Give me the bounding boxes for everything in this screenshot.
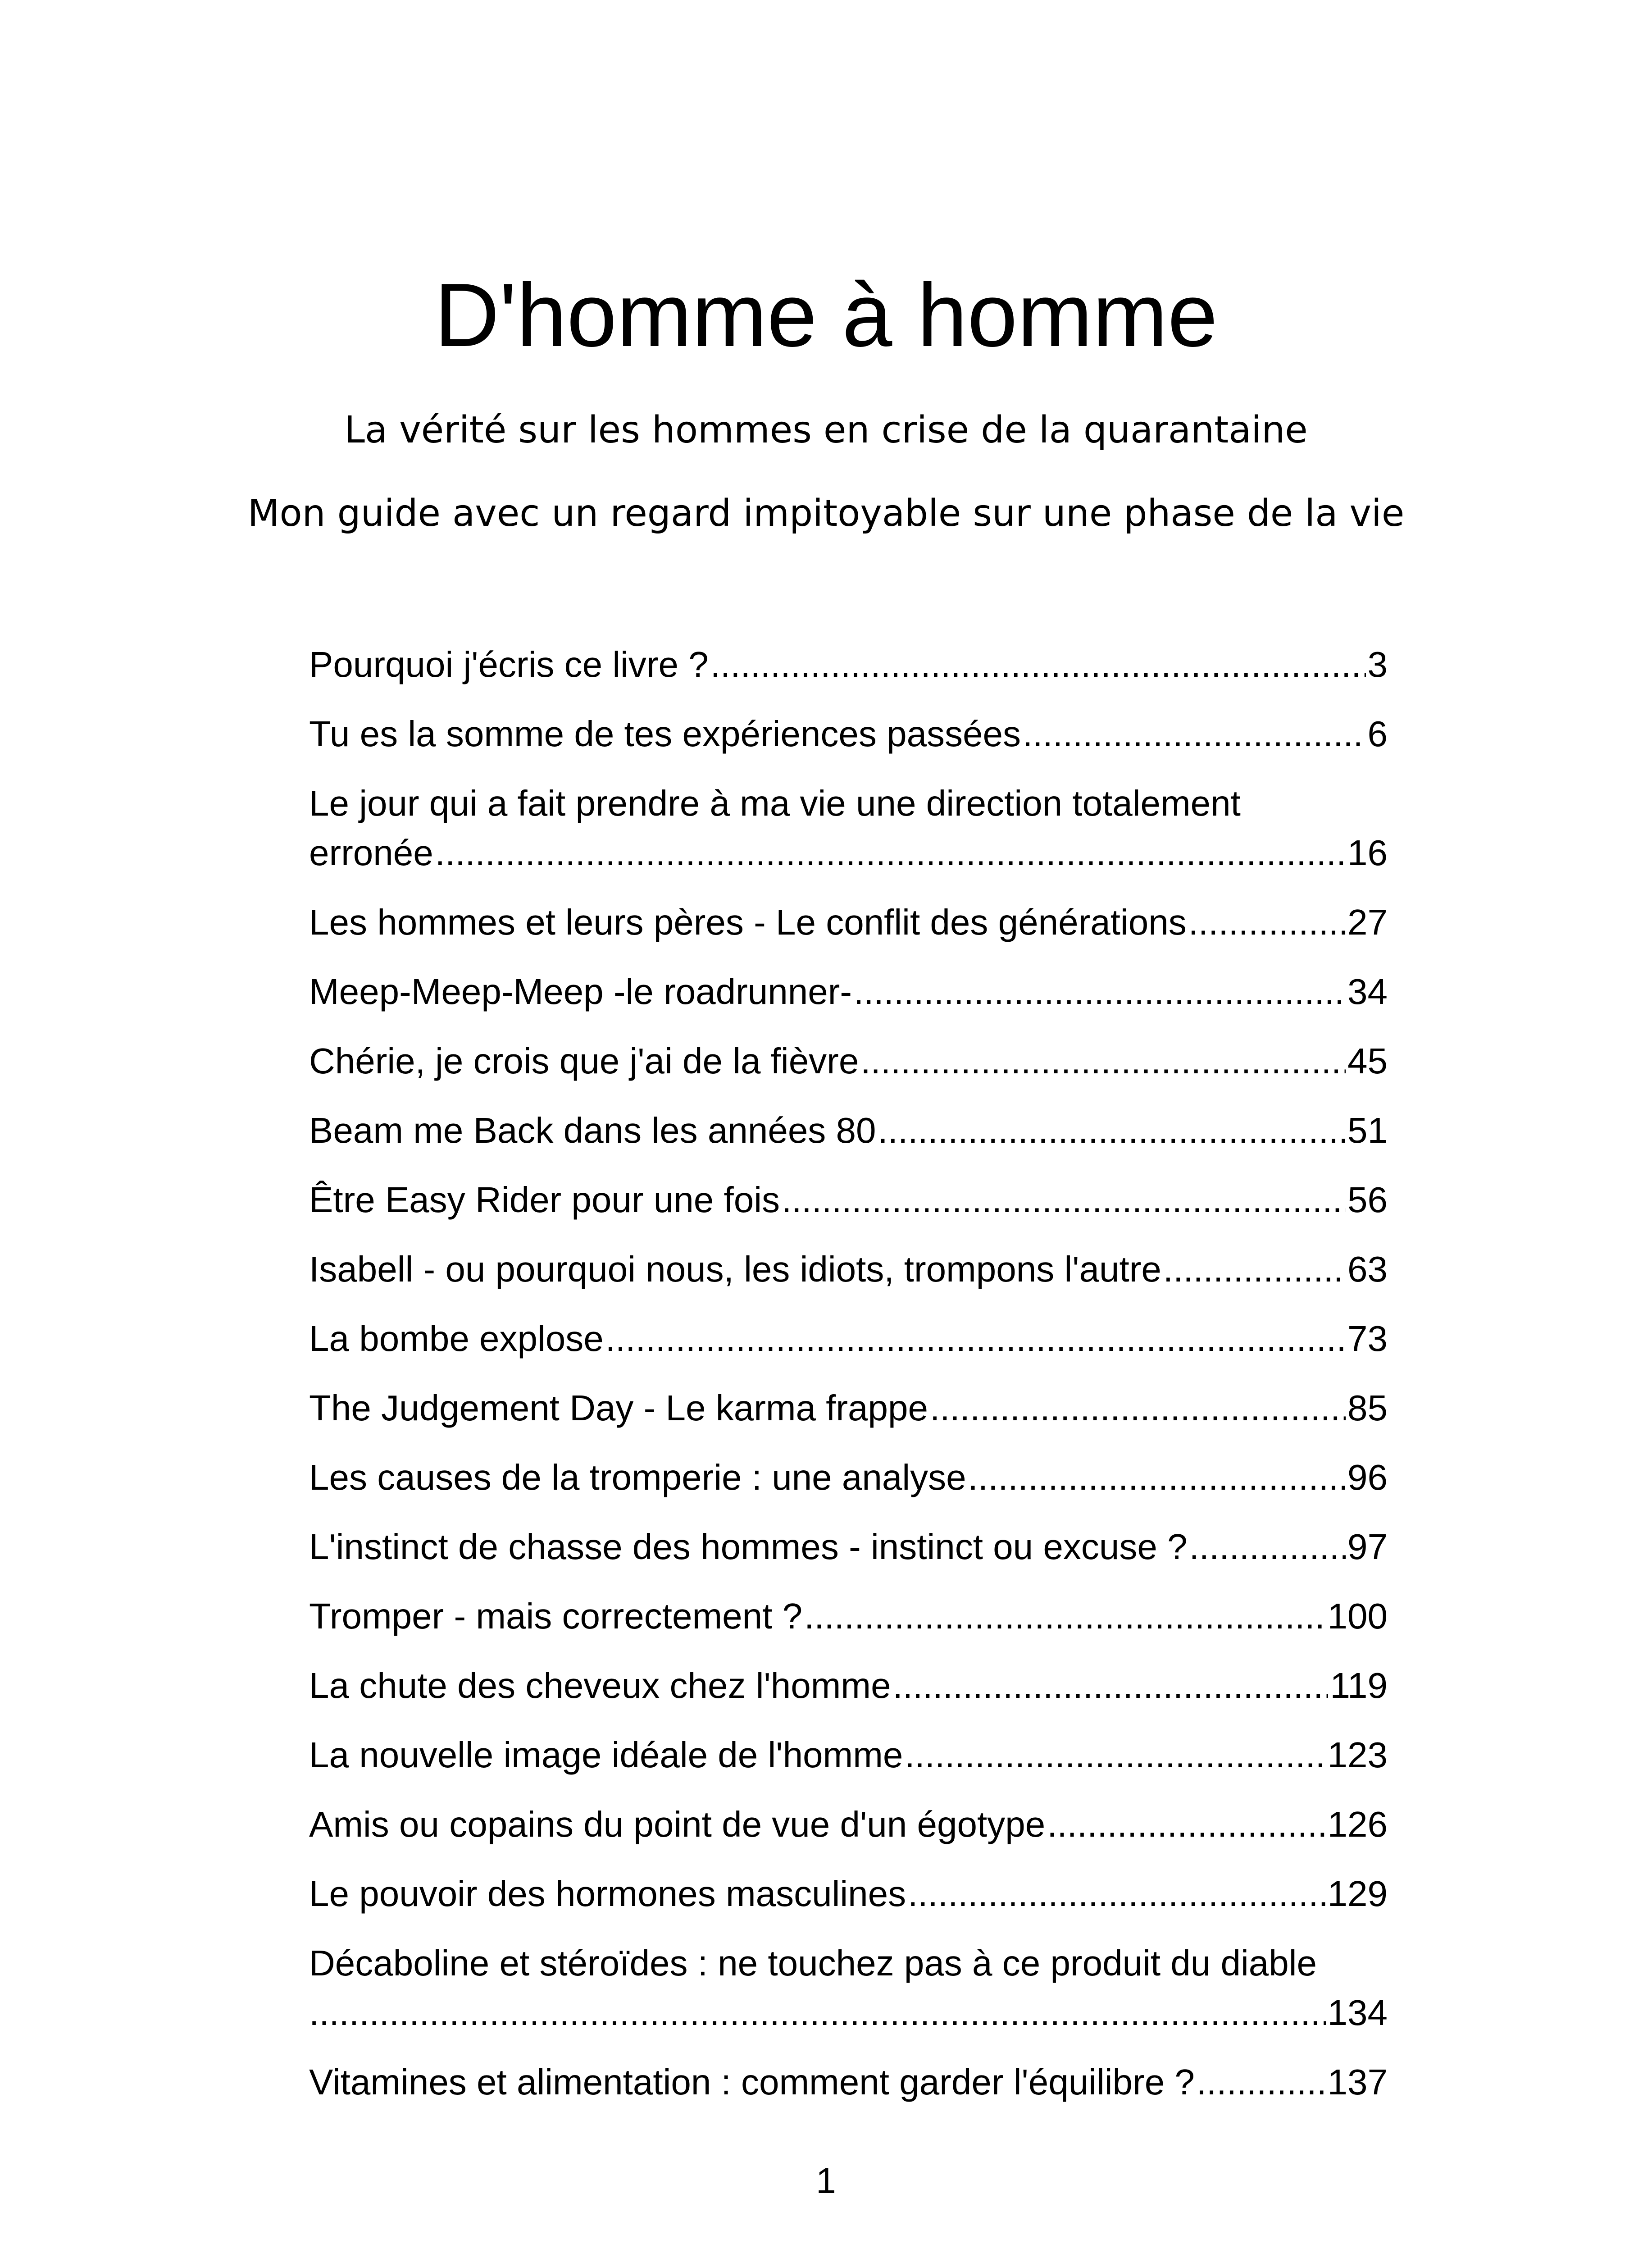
toc-leader-dots [309,1988,1326,2038]
toc-entry[interactable] [309,1661,1388,1710]
toc-entry-title: Tromper - mais correctement ? [309,1596,803,1636]
toc-entry-page: 123 [1327,1735,1388,1775]
toc-entry-page: 45 [1347,1041,1388,1081]
toc-entry-title: Le pouvoir des hormones masculines [309,1874,906,1914]
toc-entry[interactable] [309,1938,1388,2038]
toc-leader-dots [905,1730,1325,1780]
toc-entry-title: Beam me Back dans les années 80 [309,1110,876,1150]
toc-entry-page: 126 [1327,1804,1388,1844]
book-tagline: Mon guide avec un regard impitoyable sur une phase de la vie [247,492,1405,535]
toc-entry-page: 73 [1347,1318,1388,1359]
toc-leader-dots [893,1661,1329,1710]
toc-entry-page: 96 [1347,1457,1388,1497]
toc-entry-page: 27 [1347,902,1388,942]
toc-leader-dots [908,1869,1325,1919]
toc-leader-dots [1047,1800,1325,1849]
toc-leader-dots [605,1314,1346,1364]
toc-entry[interactable] [309,1592,1388,1641]
toc-entry-page: 63 [1347,1249,1388,1289]
toc-entry-title: Isabell - ou pourquoi nous, les idiots, trompons l'autre [309,1249,1161,1289]
toc-entry-page: 3 [1367,644,1388,684]
toc-entry-title: Pourquoi j'écris ce livre ? [309,644,709,684]
toc-entry[interactable] [309,967,1388,1017]
toc-entry-page: 85 [1347,1388,1388,1428]
toc-entry[interactable] [309,1106,1388,1155]
toc-entry-title: La nouvelle image idéale de l'homme [309,1735,903,1775]
toc-entry-title: L'instinct de chasse des hommes - instinct ou excuse ? [309,1527,1188,1567]
toc-entry-title-line1: Décaboline et stéroïdes : ne touchez pas à ce produit du diable [309,1943,1317,1983]
toc-entry[interactable] [309,1453,1388,1502]
toc-entry[interactable] [309,2057,1388,2107]
toc-entry-title: Chérie, je crois que j'ai de la fièvre [309,1041,859,1081]
toc-entry[interactable] [309,1036,1388,1086]
toc-entry[interactable] [309,1800,1388,1849]
toc-entry-title: Les causes de la tromperie : une analyse [309,1457,966,1497]
toc-entry-page: 137 [1327,2062,1388,2102]
toc-entry-page: 56 [1347,1180,1388,1220]
toc-entry-title: Amis ou copains du point de vue d'un égotype [309,1804,1046,1844]
toc-entry[interactable] [309,1522,1388,1572]
toc-entry[interactable] [309,1383,1388,1433]
toc-entry[interactable] [309,779,1388,878]
toc-entry-title: La chute des cheveux chez l'homme [309,1665,891,1706]
toc-entry[interactable] [309,1314,1388,1364]
toc-leader-dots [968,1453,1346,1502]
toc-leader-dots [1163,1245,1346,1294]
toc-entry-page: 134 [1327,1993,1388,2033]
toc-entry-title: Être Easy Rider pour une fois [309,1180,780,1220]
toc-entry-title: Tu es la somme de tes expériences passées [309,714,1021,754]
toc-leader-dots [854,967,1346,1017]
toc-entry-title-line1: Le jour qui a fait prendre à ma vie une direction totalement [309,783,1241,823]
book-title: D'homme à homme [434,265,1218,365]
toc-leader-dots [1188,898,1346,947]
toc-leader-dots [930,1383,1346,1433]
toc-entry-title: The Judgement Day - Le karma frappe [309,1388,928,1428]
page-number: 1 [816,2161,836,2201]
toc-entry[interactable] [309,1245,1388,1294]
toc-entry-title: Vitamines et alimentation : comment garder l'équilibre ? [309,2062,1195,2102]
toc-entry-page: 119 [1330,1665,1388,1706]
toc-entry-title: Meep-Meep-Meep -le roadrunner- [309,971,852,1012]
book-subtitle: La vérité sur les hommes en crise de la quarantaine [344,409,1308,452]
toc-entry[interactable] [309,1869,1388,1919]
toc-entry-page: 129 [1327,1874,1388,1914]
toc-entry[interactable] [309,640,1388,689]
toc-entry-page: 51 [1347,1110,1388,1150]
toc-entry-page: 6 [1367,714,1388,754]
toc-leader-dots [710,640,1366,689]
toc-entry-page: 16 [1347,833,1388,873]
toc-entry-page: 100 [1327,1596,1388,1636]
toc-entry-title: erronée [309,833,433,873]
toc-leader-dots [1023,709,1365,759]
toc-leader-dots [782,1175,1346,1225]
toc-entry[interactable] [309,1175,1388,1225]
toc-entry-page: 34 [1347,971,1388,1012]
toc-entry[interactable] [309,1730,1388,1780]
toc-leader-dots [1189,1522,1346,1572]
toc-leader-dots [1197,2057,1326,2107]
toc-leader-dots [860,1036,1346,1086]
toc-entry-title: Les hommes et leurs pères - Le conflit des générations [309,902,1187,942]
table-of-contents [309,640,1388,2107]
toc-leader-dots [435,828,1346,878]
toc-leader-dots [878,1106,1346,1155]
toc-entry[interactable] [309,709,1388,759]
toc-entry-page: 97 [1347,1527,1388,1567]
toc-leader-dots [804,1592,1325,1641]
toc-entry[interactable] [309,898,1388,947]
toc-entry-title: La bombe explose [309,1318,604,1359]
